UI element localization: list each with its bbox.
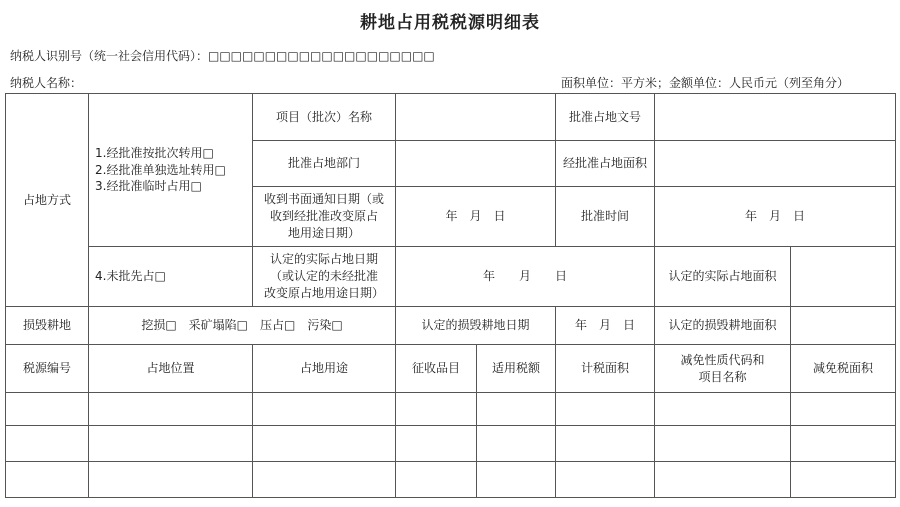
damage-options[interactable]: 挖损□ 采矿塌陷□ 压占□ 污染□ [89, 307, 396, 345]
damage-area-value[interactable] [791, 307, 896, 345]
units-label: 面积单位：平方米；金额单位：人民币元（列至角分） [561, 76, 850, 90]
table-cell[interactable] [477, 462, 556, 498]
col-header-relief-area: 减免税面积 [791, 345, 896, 393]
form-title: 耕地占用税税源明细表 [360, 13, 540, 33]
table-cell[interactable] [655, 462, 791, 498]
table-row [6, 462, 896, 498]
actual-date-value[interactable]: 年 月 日 [396, 247, 655, 307]
table-cell[interactable] [89, 393, 253, 426]
approval-time-value[interactable]: 年 月 日 [655, 187, 896, 247]
actual-date-line: 认定的实际占地日期 [269, 252, 378, 267]
table-row [6, 393, 896, 426]
taxpayer-name-label: 纳税人名称： [10, 76, 83, 90]
approval-doc-value[interactable] [655, 94, 896, 141]
relief-code-line: 项目名称 [698, 369, 747, 384]
table-cell[interactable] [556, 426, 655, 462]
tax-source-table [5, 93, 896, 498]
taxpayer-id-label: 纳税人识别号（统一社会信用代码）：□□□□□□□□□□□□□□□□□□□□ [10, 49, 435, 63]
actual-date-label [253, 247, 396, 307]
damage-area-label: 认定的损毁耕地面积 [655, 307, 791, 345]
approval-doc-label: 批准占地文号 [556, 94, 655, 141]
relief-code-line: 减免性质代码和 [680, 352, 765, 367]
col-header-source-id: 税源编号 [6, 345, 89, 393]
table-cell[interactable] [396, 426, 477, 462]
actual-date-line: 改变原占地用途日期） [263, 285, 384, 300]
damage-date-value[interactable]: 年 月 日 [556, 307, 655, 345]
option-temporary[interactable]: 3.经批准临时占用□ [95, 179, 202, 194]
approved-area-label: 经批准占地面积 [556, 141, 655, 187]
notice-date-value[interactable]: 年 月 日 [396, 187, 556, 247]
table-cell[interactable] [477, 393, 556, 426]
actual-date-line: （或认定的未经批准 [269, 269, 378, 284]
table-cell[interactable] [791, 393, 896, 426]
project-name-value[interactable] [396, 94, 556, 141]
approval-time-label: 批准时间 [556, 187, 655, 247]
table-cell[interactable] [89, 426, 253, 462]
col-header-relief-code [655, 345, 791, 393]
approved-options [89, 94, 253, 247]
notice-date-line: 地用途日期） [287, 225, 360, 240]
project-name-label: 项目（批次）名称 [253, 94, 396, 141]
table-cell[interactable] [396, 393, 477, 426]
approval-dept-label: 批准占地部门 [253, 141, 396, 187]
damage-date-label: 认定的损毁耕地日期 [396, 307, 556, 345]
unapproved-option[interactable]: 4.未批先占□ [89, 247, 253, 307]
table-cell[interactable] [253, 393, 396, 426]
damage-label: 损毁耕地 [6, 307, 89, 345]
option-single-site[interactable]: 2.经批准单独选址转用□ [95, 162, 226, 177]
occupy-method-label: 占地方式 [6, 94, 89, 307]
notice-date-line: 收到书面通知日期（或 [263, 192, 384, 207]
table-cell[interactable] [791, 462, 896, 498]
notice-date-line: 收到经批准改变原占 [269, 209, 378, 224]
col-header-usage: 占地用途 [253, 345, 396, 393]
table-row [6, 426, 896, 462]
option-batch[interactable]: 1.经批准按批次转用□ [95, 145, 214, 160]
col-header-tax-item: 征收品目 [396, 345, 477, 393]
table-cell[interactable] [253, 462, 396, 498]
approval-dept-value[interactable] [396, 141, 556, 187]
table-cell[interactable] [6, 462, 89, 498]
col-header-location: 占地位置 [89, 345, 253, 393]
table-cell[interactable] [396, 462, 477, 498]
approved-area-value[interactable] [655, 141, 896, 187]
table-cell[interactable] [556, 393, 655, 426]
table-cell[interactable] [791, 426, 896, 462]
col-header-tax-rate: 适用税额 [477, 345, 556, 393]
table-cell[interactable] [556, 462, 655, 498]
table-cell[interactable] [6, 426, 89, 462]
table-cell[interactable] [655, 393, 791, 426]
table-cell[interactable] [253, 426, 396, 462]
table-cell[interactable] [89, 462, 253, 498]
table-cell[interactable] [477, 426, 556, 462]
col-header-taxable-area: 计税面积 [556, 345, 655, 393]
actual-area-label: 认定的实际占地面积 [655, 247, 791, 307]
table-cell[interactable] [655, 426, 791, 462]
table-cell[interactable] [6, 393, 89, 426]
notice-date-label [253, 187, 396, 247]
actual-area-value[interactable] [791, 247, 896, 307]
